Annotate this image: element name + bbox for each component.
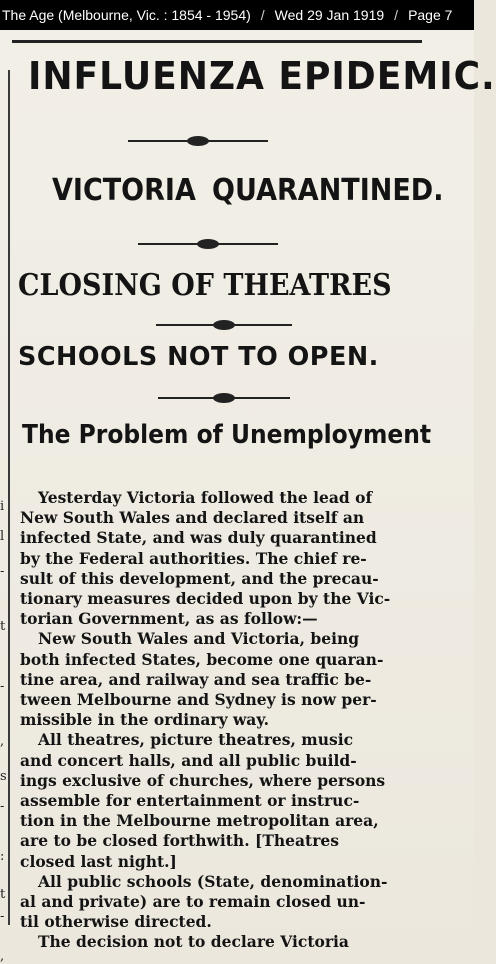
body-line: missible in the ordinary way.	[20, 710, 269, 730]
column-rule	[8, 70, 10, 925]
headline-schools-not-to-open: SCHOOLS NOT TO OPEN.	[18, 342, 379, 372]
newspaper-clipping	[0, 30, 496, 964]
body-line: The decision not to declare Victoria	[38, 932, 349, 952]
body-line: New South Wales and Victoria, being	[38, 629, 360, 649]
divider	[156, 318, 292, 332]
headline-victoria-quarantined	[52, 173, 444, 208]
margin-mark: t	[0, 619, 6, 634]
body-line: torian Government, as as follow:—	[20, 609, 318, 629]
headline-quarantined: QUARANTINED.	[212, 173, 444, 208]
top-rule	[12, 40, 422, 43]
margin-mark: -	[0, 679, 5, 694]
margin-mark: l	[0, 529, 5, 544]
body-line: are to be closed forthwith. [Theatres	[20, 831, 339, 851]
margin-mark: -	[0, 909, 5, 924]
body-line: New South Wales and declared itself an	[20, 508, 365, 528]
margin-mark: s	[0, 769, 7, 784]
margin-mark: i	[0, 499, 5, 514]
margin-mark: -	[0, 799, 5, 814]
body-line: til otherwise directed.	[20, 912, 212, 932]
body-line: Yesterday Victoria followed the lead of	[38, 488, 373, 507]
body-line: assemble for entertainment or instruc-	[20, 791, 360, 811]
body-line: and concert halls, and all public build-	[20, 750, 357, 770]
divider	[158, 391, 290, 405]
breadcrumb-separator: /	[260, 7, 265, 23]
headline-problem-of-unemployment: The Problem of Unemployment	[22, 420, 432, 450]
margin-mark: -	[0, 564, 5, 579]
body-line: tween Melbourne and Sydney is now per-	[20, 690, 377, 710]
body-line: tion in the Melbourne metropolitan area,	[20, 811, 379, 831]
margin-mark: ,	[0, 734, 5, 749]
headline-influenza-epidemic: INFLUENZA EPIDEMIC.	[28, 54, 496, 98]
breadcrumb-separator: /	[394, 7, 399, 23]
breadcrumb-date[interactable]: Wed 29 Jan 1919	[274, 7, 385, 23]
body-line: infected State, and was duly quarantined	[20, 528, 377, 548]
margin-mark: t	[0, 887, 6, 902]
headline-closing-of-theatres: CLOSING OF THEATRES	[18, 268, 392, 303]
body-line: both infected States, become one quaran-	[20, 649, 384, 669]
body-line: ings exclusive of churches, where persons	[20, 770, 386, 790]
body-line: All theatres, picture theatres, music	[38, 730, 354, 750]
margin-mark: :	[0, 849, 5, 864]
body-line: closed last night.]	[20, 851, 177, 871]
body-line: by the Federal authorities. The chief re-	[20, 548, 367, 568]
body-line: al and private) are to remain closed un-	[20, 892, 366, 912]
body-line: All public schools (State, denomination-	[38, 871, 388, 891]
body-line: sult of this development, and the precau-	[20, 568, 379, 588]
divider	[138, 237, 278, 251]
breadcrumb-source[interactable]: The Age (Melbourne, Vic. : 1854 - 1954)	[2, 7, 251, 23]
breadcrumb-page[interactable]: Page 7	[408, 7, 453, 23]
body-line: tionary measures decided upon by the Vic-	[20, 589, 391, 609]
body-line: tine area, and railway and sea traffic be-	[20, 669, 372, 689]
headline-victoria: VICTORIA	[52, 173, 196, 208]
margin-mark: ,	[0, 949, 5, 964]
breadcrumb-bar	[0, 0, 474, 30]
article-body	[20, 488, 446, 953]
divider	[128, 134, 268, 148]
